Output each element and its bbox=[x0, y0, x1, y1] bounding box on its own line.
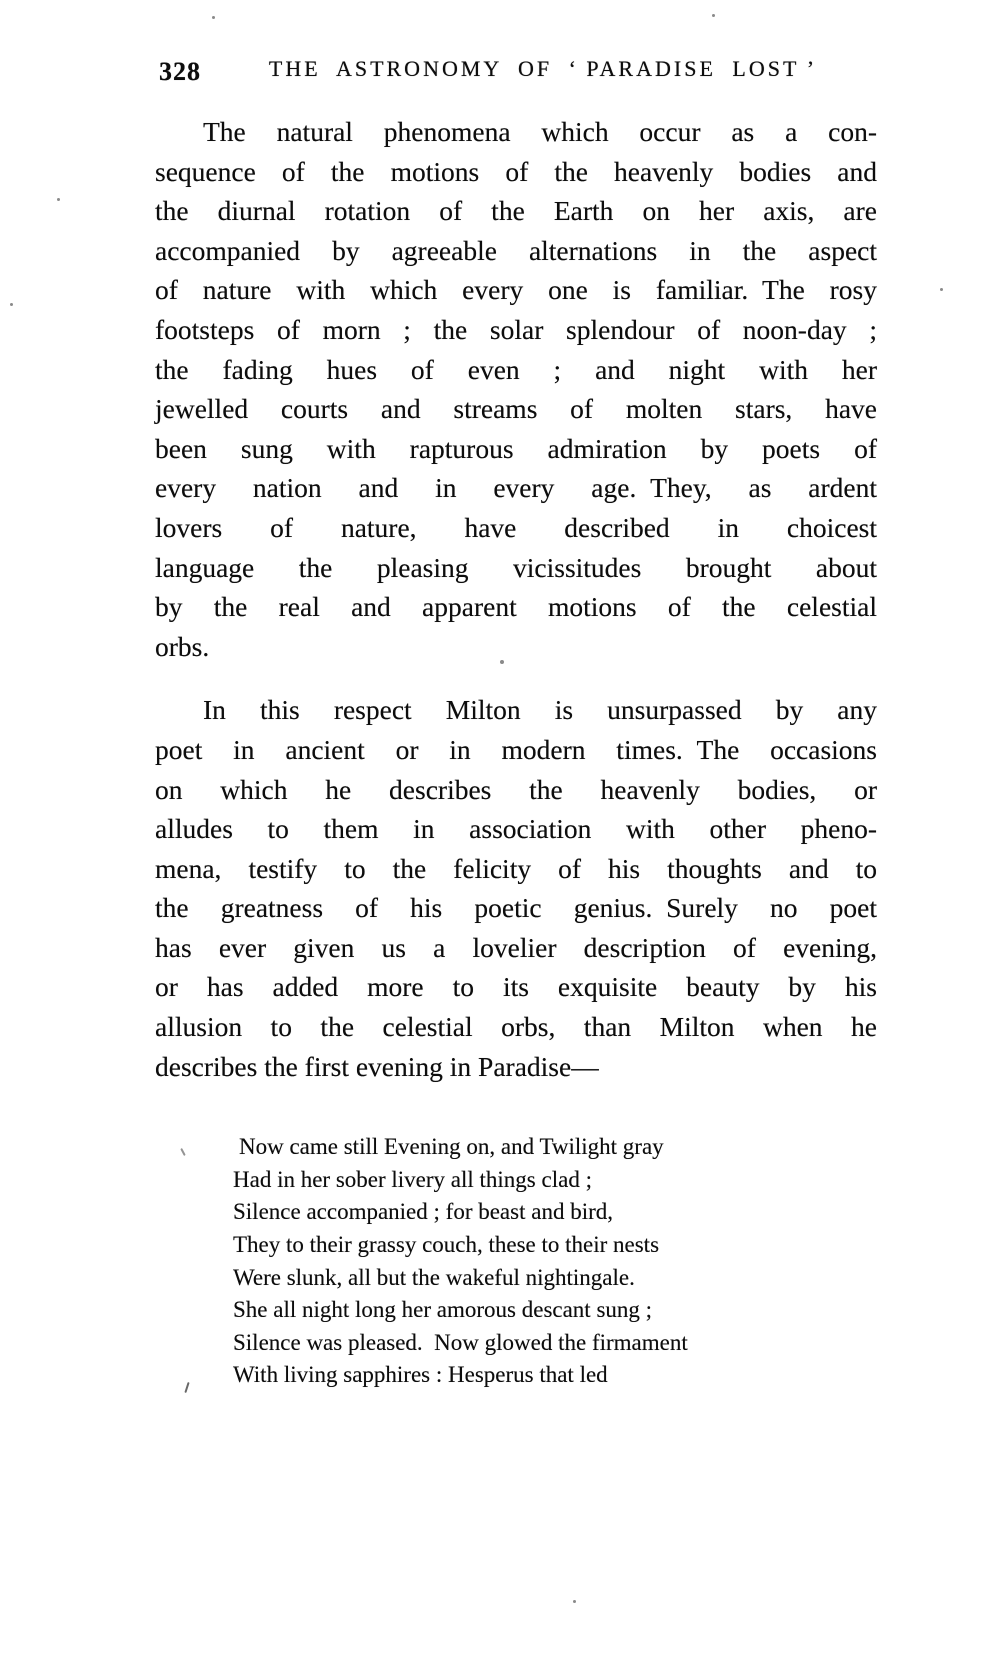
scan-speck bbox=[10, 303, 13, 306]
scan-speck bbox=[712, 14, 715, 17]
text-line: on which he describes the heavenly bodies, or bbox=[155, 773, 877, 805]
page-number: 328 bbox=[159, 57, 201, 86]
text-line: mena, testify to the felicity of his thoughts and to bbox=[155, 852, 877, 884]
scan-speck bbox=[940, 288, 943, 291]
page-body bbox=[155, 112, 877, 1392]
text-line: accompanied by agreeable alternations in the aspect bbox=[155, 234, 877, 266]
text-line: or has added more to its exquisite beauty by his bbox=[155, 971, 877, 1003]
text-line: the fading hues of even ; and night with her bbox=[155, 353, 877, 385]
poem-quote bbox=[155, 1131, 877, 1392]
page-header bbox=[155, 56, 877, 90]
scan-speck bbox=[500, 660, 504, 664]
text-line: every nation and in every age. They, as ardent bbox=[155, 472, 877, 504]
text-line: In this respect Milton is unsurpassed by any bbox=[203, 694, 877, 726]
text-line: describes the first evening in Paradise— bbox=[155, 1050, 599, 1082]
poem-line: With living sapphires : Hesperus that led bbox=[233, 1362, 608, 1388]
text-line: sequence of the motions of the heavenly bodies and bbox=[155, 155, 877, 187]
text-line: poet in ancient or in modern times. The occasions bbox=[155, 733, 877, 765]
poem-line: Now came still Evening on, and Twilight gray bbox=[239, 1134, 664, 1160]
poem-line: Silence accompanied ; for beast and bird, bbox=[233, 1199, 613, 1225]
poem-line: Were slunk, all but the wakeful nightingale. bbox=[233, 1264, 635, 1290]
running-title: THE ASTRONOMY OF ‘ PARADISE LOST ’ bbox=[268, 56, 818, 81]
paragraph-2 bbox=[155, 690, 877, 1086]
scan-speck bbox=[573, 1600, 576, 1603]
scan-speck bbox=[57, 198, 60, 201]
text-line: by the real and apparent motions of the celestial bbox=[155, 591, 877, 623]
scan-speck bbox=[212, 16, 215, 19]
text-line: orbs. bbox=[155, 630, 210, 662]
text-line: the diurnal rotation of the Earth on her axis, are bbox=[155, 195, 877, 227]
text-line: the greatness of his poetic genius. Surely no poet bbox=[155, 892, 877, 924]
poem-line: She all night long her amorous descant sung ; bbox=[233, 1297, 653, 1323]
paragraph-1 bbox=[155, 112, 877, 666]
text-line: allusion to the celestial orbs, than Milton when he bbox=[155, 1011, 877, 1043]
text-line: been sung with rapturous admiration by poets of bbox=[155, 432, 877, 464]
text-line: of nature with which every one is familiar. The rosy bbox=[155, 274, 877, 306]
text-line: lovers of nature, have described in choicest bbox=[155, 511, 877, 543]
text-line: footsteps of morn ; the solar splendour of noon-day ; bbox=[155, 313, 877, 345]
text-line: language the pleasing vicissitudes brought about bbox=[155, 551, 877, 583]
text-line: jewelled courts and streams of molten stars, have bbox=[155, 393, 877, 425]
poem-line: Had in her sober livery all things clad ; bbox=[233, 1166, 592, 1192]
poem-line: Silence was pleased. Now glowed the firmament bbox=[233, 1329, 688, 1355]
poem-line: They to their grassy couch, these to their nests bbox=[233, 1232, 660, 1258]
text-line: alludes to them in association with other pheno- bbox=[155, 813, 877, 845]
text-line: has ever given us a lovelier description of evening, bbox=[155, 931, 877, 963]
text-line: The natural phenomena which occur as a con- bbox=[203, 116, 877, 147]
